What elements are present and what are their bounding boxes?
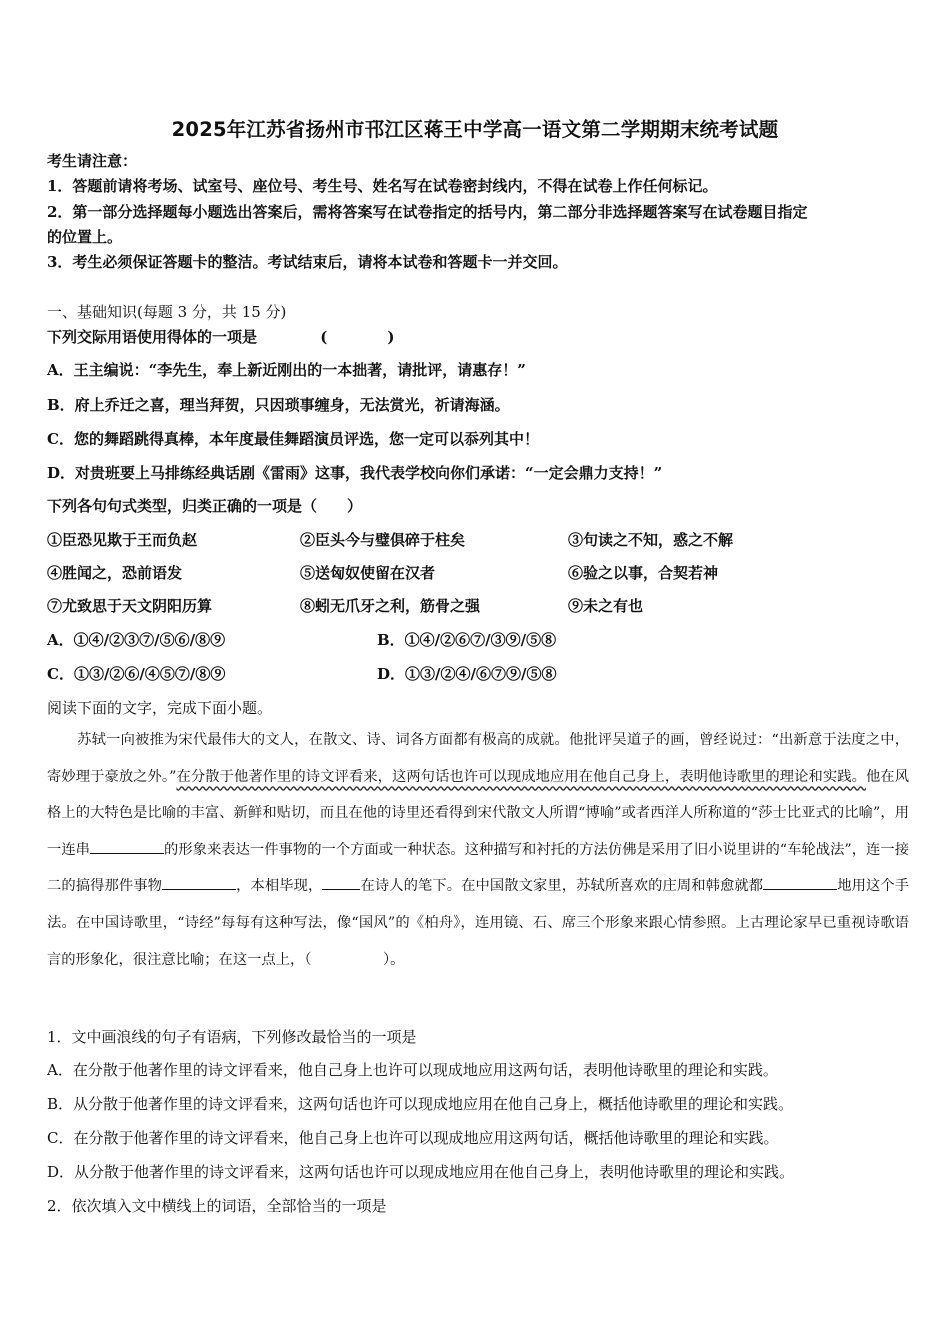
q2-item: ⑤送匈奴使留在汉者	[300, 564, 436, 582]
q2-option-c: C．①③/②⑥/④⑤⑦/⑧⑨	[47, 665, 226, 683]
question-stem	[47, 327, 910, 347]
q2-item: ⑦尤致思于天文阴阳历算	[47, 597, 213, 615]
q3-option-d: D．从分散于他著作里的诗文评看来，这两句话也许可以现成地应用在他自己身上，表明他诗歌里的理论和实践。	[47, 1163, 795, 1181]
notice-item-1: 1．答题前请将考场、试室号、座位号、考生号、姓名写在试卷密封线内，不得在试卷上作任何标记。	[47, 177, 718, 195]
passage-text: 苏轼一向被推为宋代最伟大的文人，在散文、诗、词各方面都有极高的成就。他批评吴道子的画，曾经说过：“出新意于法度之中，寄妙理于豪放之外。”	[47, 732, 909, 785]
q2-item: ⑨未之有也	[568, 597, 644, 615]
q2-item: ⑥验之以事，合契若神	[568, 564, 719, 582]
passage-text: 的形象来表达一件事物的一个方面或一种状态。这种描写和衬托的方法仿佛是采用了旧小说里讲的“车轮战法”，连一接二的搞得那件事物	[47, 841, 909, 895]
q1-option-c: C．您的舞蹈跳得真棒，本年度最佳舞蹈演员评选，您一定可以忝列其中！	[47, 430, 539, 448]
fill-blank-1[interactable]	[90, 837, 164, 854]
q2-stem: 下列各句句式类型，归类正确的一项是（ ）	[47, 497, 363, 515]
q2-item: ①臣恐见欺于王而负赵	[47, 531, 198, 549]
q3-stem: 1．文中画浪线的句子有语病，下列修改最恰当的一项是	[47, 1028, 417, 1046]
answer-paren: ( )	[320, 328, 395, 346]
q2-item: ⑧蚓无爪牙之利，筋骨之强	[300, 597, 481, 615]
reading-passage	[47, 722, 909, 978]
section-heading: 一、基础知识(每题 3 分，共 15 分)	[47, 303, 287, 321]
notice-item-2: 2．第一部分选择题每小题选出答案后，需将答案写在试卷指定的括号内，第二部分非选择题答案写在试卷题目指定	[47, 203, 808, 221]
q2-option-b: B．①④/②⑥⑦/③⑨/⑤⑧	[377, 631, 557, 649]
q2-item: ③句读之不知，惑之不解	[568, 531, 734, 549]
q1-stem: 下列交际用语使用得体的一项是	[47, 328, 258, 346]
notice-item-3: 3．考生必须保证答题卡的整洁。考试结束后，请将本试卷和答题卡一并交回。	[47, 253, 568, 271]
fill-blank-3[interactable]	[322, 873, 360, 890]
q1-option-a: A．王主编说：“李先生，奉上新近刚出的一本拙著，请批评，请惠存！”	[47, 361, 526, 379]
reading-intro: 阅读下面的文字，完成下面小题。	[47, 699, 273, 717]
q2-item: ②臣头今与璧俱碎于柱矣	[300, 531, 466, 549]
page-title: 2025年江苏省扬州市邗江区蒋王中学高一语文第二学期期末统考试题	[171, 118, 779, 141]
passage-text: 他在风格上的大特色是比喻的丰富、新鲜和贴切，而且在他的诗里还看得到宋代散文人所谓“博喻”或者西洋人所称道的“莎士比亚式的比喻”，用一连串	[47, 768, 909, 858]
fill-blank-2[interactable]	[162, 873, 236, 890]
notice-item-2-cont: 的位置上。	[47, 228, 123, 246]
q3-option-a: A．在分散于他著作里的诗文评看来，他自己身上也许可以现成地应用这两句话，表明他诗歌里的理论和实践。	[47, 1061, 778, 1079]
q3-option-b: B．从分散于他著作里的诗文评看来，这两句话也许可以现成地应用在他自己身上，概括他诗歌里的理论和实践。	[47, 1095, 794, 1113]
q2-option-a: A．①④/②③⑦/⑤⑥/⑧⑨	[47, 631, 226, 649]
q4-stem: 2．依次填入文中横线上的词语，全部恰当的一项是	[47, 1197, 387, 1215]
notice-heading: 考生请注意：	[47, 152, 138, 170]
passage-text: 地用这个手法。在中国诗歌里，“诗经”每每有这种写法，像“国风”的《柏舟》，连用镜、石、席三个形象来跟心情参照。上古理论家早已重视诗歌语言的形象化，很注意比喻；在这一点上，（ ）。	[47, 878, 910, 968]
passage-text: 在诗人的笔下。在中国散文家里，苏轼所喜欢的庄周和韩愈就都	[360, 878, 764, 895]
wavy-underlined-sentence: 在分散于他著作里的诗文评看来，这两句话也许可以现成地应用在他自己身上，表明他诗歌里的理论和实践。	[176, 768, 866, 785]
q2-item: ④胜闻之，恐前语发	[47, 564, 183, 582]
q3-option-c: C．在分散于他著作里的诗文评看来，他自己身上也许可以现成地应用这两句话，概括他诗歌里的理论和实践。	[47, 1129, 779, 1147]
q1-option-d: D．对贵班要上马排练经典话剧《雷雨》这事，我代表学校向你们承诺：“一定会鼎力支持！”	[47, 464, 663, 482]
fill-blank-4[interactable]	[763, 873, 837, 890]
q2-option-d: D．①③/②④/⑥⑦⑨/⑤⑧	[377, 665, 557, 683]
q1-option-b: B．府上乔迁之喜，理当拜贺，只因琐事缠身，无法赏光，祈请海涵。	[47, 396, 510, 414]
passage-text: ，本相毕现，	[236, 878, 323, 895]
